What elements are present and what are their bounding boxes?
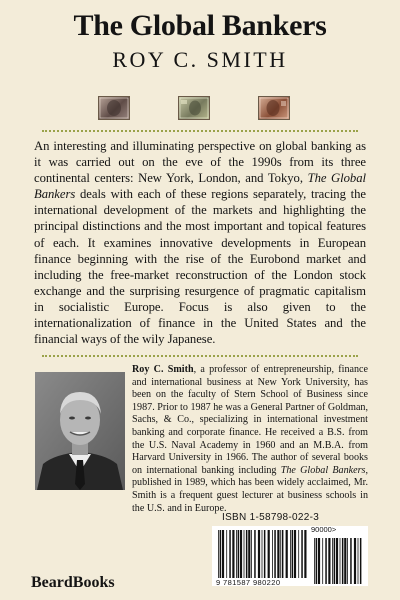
author-name: ROY C. SMITH (112, 47, 288, 72)
british-pound-banknote-icon (178, 96, 210, 120)
bio-text-2: , published in 1989, which has been widely acclaimed, Mr. Smith is a frequent guest lecturer at business schools in the U.S. and in Europe. (132, 464, 368, 514)
dotted-divider-bottom (42, 355, 358, 357)
bio-author-name: Roy C. Smith (132, 364, 194, 375)
author-biography (132, 364, 368, 515)
us-dollar-banknote-icon (98, 96, 130, 120)
bio-text-1: , a professor of entrepreneurship, finance and international business at New York University, has been on the faculty of Stern School of Business since 1987. Prior to 1987 he was a General Partner of Goldman, Sachs, & Co., specializing in international investment banking and corporate finance. He received a B.S. from the U.S. Naval Academy in 1960 and an M.B.A. from Harvard University in 1966. The author of several books on international banking including (132, 364, 368, 476)
barcode-digits: 9 781587 980220 (216, 578, 281, 587)
bio-book-title: The Global Bankers (280, 464, 366, 476)
japanese-yen-banknote-icon (258, 96, 290, 120)
description-lead: An interesting and illuminating perspective on global banking as it was carried out on the eve of the 1990s from its three continental centers: New York, London, and Tokyo, (34, 139, 366, 186)
barcode (212, 526, 368, 586)
author-photo (35, 372, 125, 490)
dotted-divider-top (42, 130, 358, 132)
isbn-label: ISBN 1-58798-022-3 (222, 512, 320, 523)
book-title: The Global Bankers (73, 9, 327, 42)
publisher-logo: BeardBooks (31, 574, 115, 591)
book-description (34, 138, 366, 347)
description-body: deals with each of these regions separately, tracing the international development of the markets and highlighting the principal distinctions and the most important and topical features of each. It examines innovative developments in European finance beginning with the rise of the Eurobond market and including the free-market reconstruction of the London stock exchange and the surprising resurgence of pragmatic capitalism in socialistic Europe. Focus is also given to the internationalization of finance in the United States and the financial ways of the wily Japanese. (34, 187, 366, 347)
barcode-bars (212, 526, 368, 586)
barcode-addon-digits: 90000> (311, 525, 337, 534)
description-book-title: The Global Bankers (34, 171, 366, 202)
